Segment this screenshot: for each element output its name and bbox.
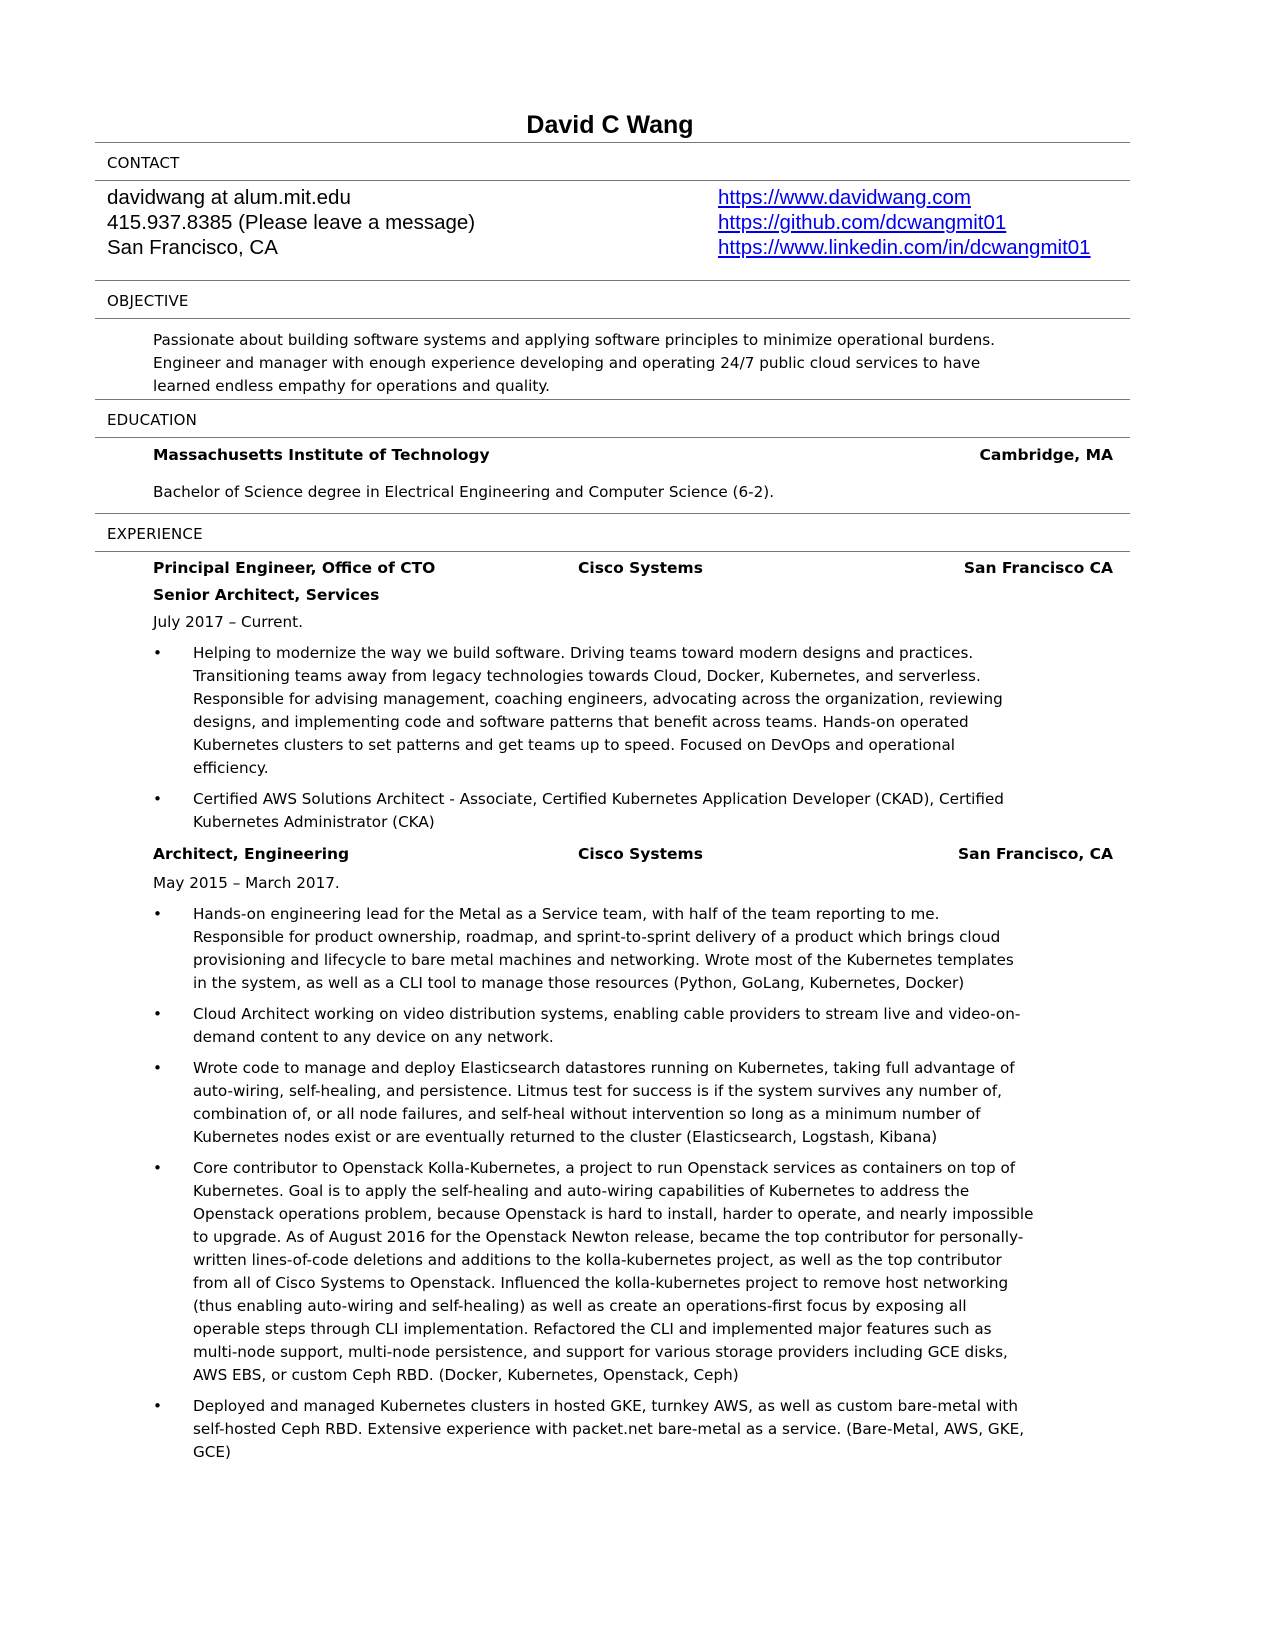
bullet-item xyxy=(153,1057,1113,1149)
website-link[interactable]: https://www.davidwang.com xyxy=(718,186,971,209)
job-title: Architect, Engineering xyxy=(153,845,350,863)
bullet-line: Openstack operations problem, because Openstack is hard to install, harder to operate, and nearly impossible xyxy=(193,1205,1034,1223)
school-location: Cambridge, MA xyxy=(979,446,1113,464)
experience-heading: EXPERIENCE xyxy=(107,525,203,543)
contact-heading: CONTACT xyxy=(107,154,180,172)
education-row xyxy=(153,446,1113,470)
job-bullets xyxy=(153,903,1113,1472)
bullet-item xyxy=(153,1003,1113,1049)
divider xyxy=(95,437,1130,438)
bullet-line: combination of, or all node failures, and self-heal without intervention so long as a minimum number of xyxy=(193,1105,981,1123)
bullet-line: efficiency. xyxy=(193,759,269,777)
bullet-icon: • xyxy=(153,1059,162,1077)
bullet-line: AWS EBS, or custom Ceph RBD. (Docker, Kubernetes, Openstack, Ceph) xyxy=(193,1366,739,1384)
contact-details xyxy=(107,185,475,260)
divider xyxy=(95,513,1130,514)
job-dates: July 2017 – Current. xyxy=(153,613,303,631)
bullet-item xyxy=(153,1157,1113,1387)
divider xyxy=(95,318,1130,319)
bullet-line: designs, and implementing code and software patterns that benefit across teams. Hands-on operated xyxy=(193,713,969,731)
bullet-icon: • xyxy=(153,790,162,808)
bullet-icon: • xyxy=(153,644,162,662)
bullet-line: Responsible for advising management, coaching engineers, advocating across the organization, reviewing xyxy=(193,690,1003,708)
degree-text: Bachelor of Science degree in Electrical Engineering and Computer Science (6-2). xyxy=(153,483,775,501)
bullet-line: Core contributor to Openstack Kolla-Kubernetes, a project to run Openstack services as containers on top of xyxy=(193,1159,1016,1177)
bullet-line: Kubernetes clusters to set patterns and get teams up to speed. Focused on DevOps and operational xyxy=(193,736,955,754)
github-link[interactable]: https://github.com/dcwangmit01 xyxy=(718,211,1007,234)
bullet-line: Transitioning teams away from legacy technologies towards Cloud, Docker, Kubernetes, and serverless. xyxy=(193,667,981,685)
bullet-line: (thus enabling auto-wiring and self-healing) as well as create an operations-first focus by exposing all xyxy=(193,1297,967,1315)
bullet-line: auto-wiring, self-healing, and persistence. Litmus test for success is if the system survives any number of, xyxy=(193,1082,1002,1100)
bullet-line: written lines-of-code deletions and additions to the kolla-kubernetes project, as well as the top contributor xyxy=(193,1251,1002,1269)
bullet-line: GCE) xyxy=(193,1443,231,1461)
bullet-line: Responsible for product ownership, roadmap, and sprint-to-sprint delivery of a product which brings cloud xyxy=(193,928,1001,946)
bullet-line: from all of Cisco Systems to Openstack. Influenced the kolla-kubernetes project to remove host networking xyxy=(193,1274,1009,1292)
divider xyxy=(95,142,1130,143)
bullet-line: operable steps through CLI implementation. Refactored the CLI and implemented major features such as xyxy=(193,1320,992,1338)
bullet-line: Hands-on engineering lead for the Metal as a Service team, with half of the team reporting to me. xyxy=(193,905,940,923)
job-subtitle-row xyxy=(153,586,1113,610)
divider xyxy=(95,280,1130,281)
bullet-line: provisioning and lifecycle to bare metal machines and networking. Wrote most of the Kubernetes templates xyxy=(193,951,1014,969)
bullet-line: Cloud Architect working on video distribution systems, enabling cable providers to stream live and video-on- xyxy=(193,1005,1021,1023)
bullet-line: demand content to any device on any network. xyxy=(193,1028,554,1046)
bullet-line: Kubernetes. Goal is to apply the self-healing and auto-wiring capabilities of Kubernetes to address the xyxy=(193,1182,970,1200)
bullet-item xyxy=(153,903,1113,995)
bullet-line: to upgrade. As of August 2016 for the Openstack Newton release, became the top contributor for personally- xyxy=(193,1228,1024,1246)
bullet-line: multi-node support, multi-node persistence, and support for various storage providers including GCE disks, xyxy=(193,1343,1008,1361)
contact-phone: 415.937.8385 (Please leave a message) xyxy=(107,211,476,234)
education-heading: EDUCATION xyxy=(107,411,197,429)
bullet-icon: • xyxy=(153,1397,162,1415)
bullet-icon: • xyxy=(153,905,162,923)
bullet-icon: • xyxy=(153,1159,162,1177)
objective-text xyxy=(153,329,1113,398)
contact-location: San Francisco, CA xyxy=(107,236,278,259)
bullet-line: Kubernetes nodes exist or are eventually returned to the cluster (Elasticsearch, Logstash, Kibana) xyxy=(193,1128,938,1146)
job-header xyxy=(153,845,1113,869)
bullet-line: Kubernetes Administrator (CKA) xyxy=(193,813,435,831)
job-location: San Francisco, CA xyxy=(957,845,1113,863)
bullet-item xyxy=(153,1395,1113,1464)
bullet-line: Helping to modernize the way we build software. Driving teams toward modern designs and practices. xyxy=(193,644,974,662)
objective-line: Passionate about building software systems and applying software principles to minimize operational burdens. xyxy=(153,331,995,349)
divider xyxy=(95,399,1130,400)
job-title-secondary: Senior Architect, Services xyxy=(153,586,380,604)
job-header xyxy=(153,559,1113,583)
bullet-line: Wrote code to manage and deploy Elasticsearch datastores running on Kubernetes, taking full advantage of xyxy=(193,1059,1015,1077)
contact-email: davidwang at alum.mit.edu xyxy=(107,186,351,209)
bullet-line: in the system, as well as a CLI tool to manage those resources (Python, GoLang, Kubernetes, Docker) xyxy=(193,974,965,992)
divider xyxy=(95,551,1130,552)
school-name: Massachusetts Institute of Technology xyxy=(153,446,490,464)
linkedin-link[interactable]: https://www.linkedin.com/in/dcwangmit01 xyxy=(718,236,1091,259)
resume-name: David C Wang xyxy=(526,111,694,139)
bullet-item xyxy=(153,788,1113,834)
job-dates: May 2015 – March 2017. xyxy=(153,874,340,892)
contact-links xyxy=(718,185,1091,260)
bullet-line: Deployed and managed Kubernetes clusters in hosted GKE, turnkey AWS, as well as custom bare-metal with xyxy=(193,1397,1019,1415)
bullet-item xyxy=(153,642,1113,780)
divider xyxy=(95,180,1130,181)
objective-line: learned endless empathy for operations and quality. xyxy=(153,377,550,395)
job-bullets xyxy=(153,642,1113,842)
objective-heading: OBJECTIVE xyxy=(107,292,189,310)
job-location: San Francisco CA xyxy=(963,559,1113,577)
bullet-line: self-hosted Ceph RBD. Extensive experience with packet.net bare-metal as a service. (Bare-Metal, AWS, GKE, xyxy=(193,1420,1025,1438)
job-title: Principal Engineer, Office of CTO xyxy=(153,559,436,577)
bullet-line: Certified AWS Solutions Architect - Associate, Certified Kubernetes Application Developer (CKAD), Certified xyxy=(193,790,1004,808)
job-company: Cisco Systems xyxy=(578,845,703,863)
objective-line: Engineer and manager with enough experience developing and operating 24/7 public cloud services to have xyxy=(153,354,981,372)
bullet-icon: • xyxy=(153,1005,162,1023)
job-company: Cisco Systems xyxy=(578,559,703,577)
